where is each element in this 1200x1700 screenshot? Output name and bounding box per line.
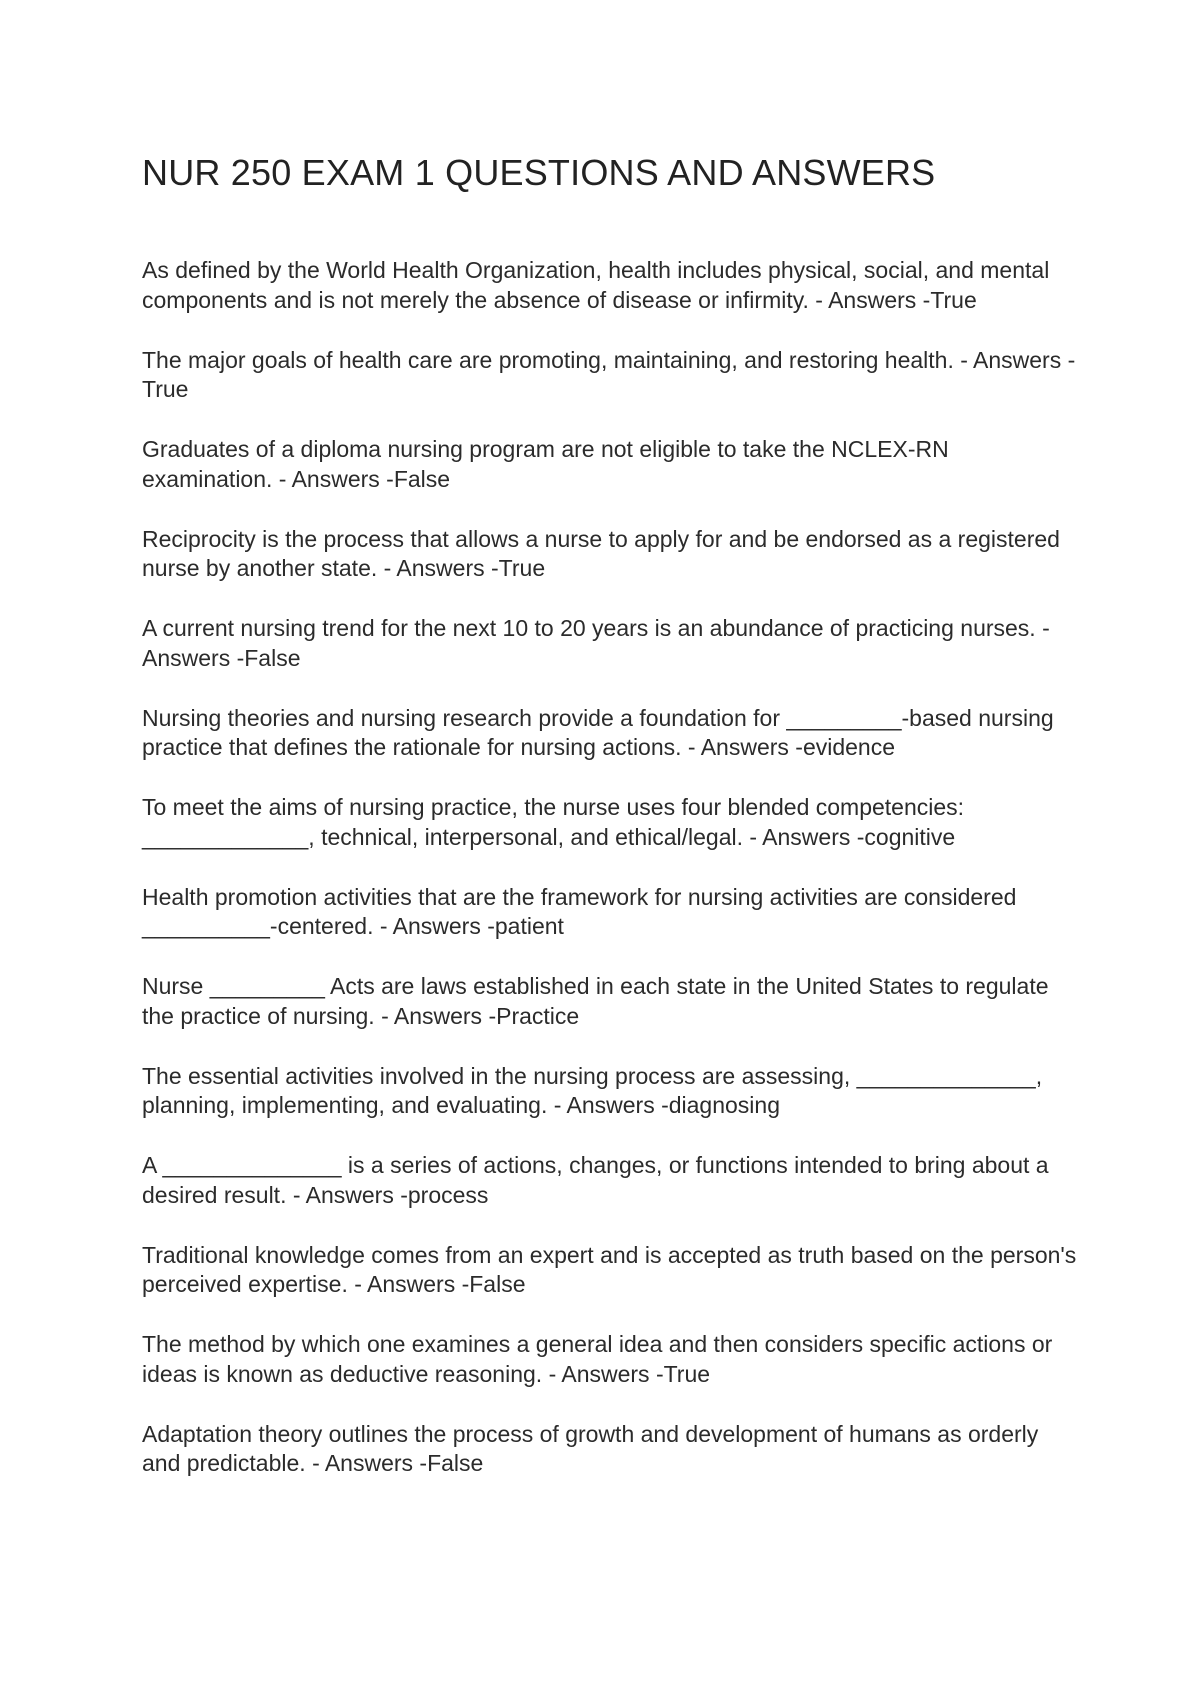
qa-item: Traditional knowledge comes from an expert and is accepted as truth based on the person's perceived expertise. - Answers -False (142, 1241, 1077, 1297)
qa-list (142, 256, 1082, 1509)
qa-item: Health promotion activities that are the framework for nursing activities are considered __________-centered. - Answers -patient (142, 883, 1017, 939)
qa-item: A current nursing trend for the next 10 to 20 years is an abundance of practicing nurses. - Answers -False (142, 615, 1050, 671)
qa-item: The method by which one examines a general idea and then considers specific actions or ideas is known as deductive reasoning. - Answers -True (142, 1331, 1053, 1387)
qa-item: Reciprocity is the process that allows a nurse to apply for and be endorsed as a registered nurse by another state. - Answers -True (142, 525, 1060, 581)
qa-item: Adaptation theory outlines the process of growth and development of humans as orderly and predictable. - Answers -False (142, 1420, 1039, 1476)
qa-item: Nursing theories and nursing research provide a foundation for _________-based nursing practice that defines the rationale for nursing actions. - Answers -evidence (142, 704, 1054, 760)
page-title: NUR 250 EXAM 1 QUESTIONS AND ANSWERS (142, 152, 936, 193)
qa-item: Nurse _________ Acts are laws established in each state in the United States to regulate the practice of nursing. - Answers -Practice (142, 973, 1049, 1029)
qa-item: A ______________ is a series of actions, changes, or functions intended to bring about a desired result. - Answers -process (142, 1152, 1049, 1208)
qa-item: Graduates of a diploma nursing program are not eligible to take the NCLEX-RN examination. - Answers -False (142, 436, 949, 492)
qa-item: As defined by the World Health Organization, health includes physical, social, and mental components and is not merely the absence of disease or infirmity. - Answers -True (142, 257, 1050, 313)
qa-item: To meet the aims of nursing practice, the nurse uses four blended competencies: _____________, technical, interpersonal, and ethical/legal. - Answers -cognitive (142, 794, 965, 850)
qa-item: The essential activities involved in the nursing process are assessing, ______________, planning, implementing, and evaluating. - Answers -diagnosing (142, 1062, 1043, 1118)
qa-item: The major goals of health care are promoting, maintaining, and restoring health. - Answers -True (142, 346, 1076, 402)
